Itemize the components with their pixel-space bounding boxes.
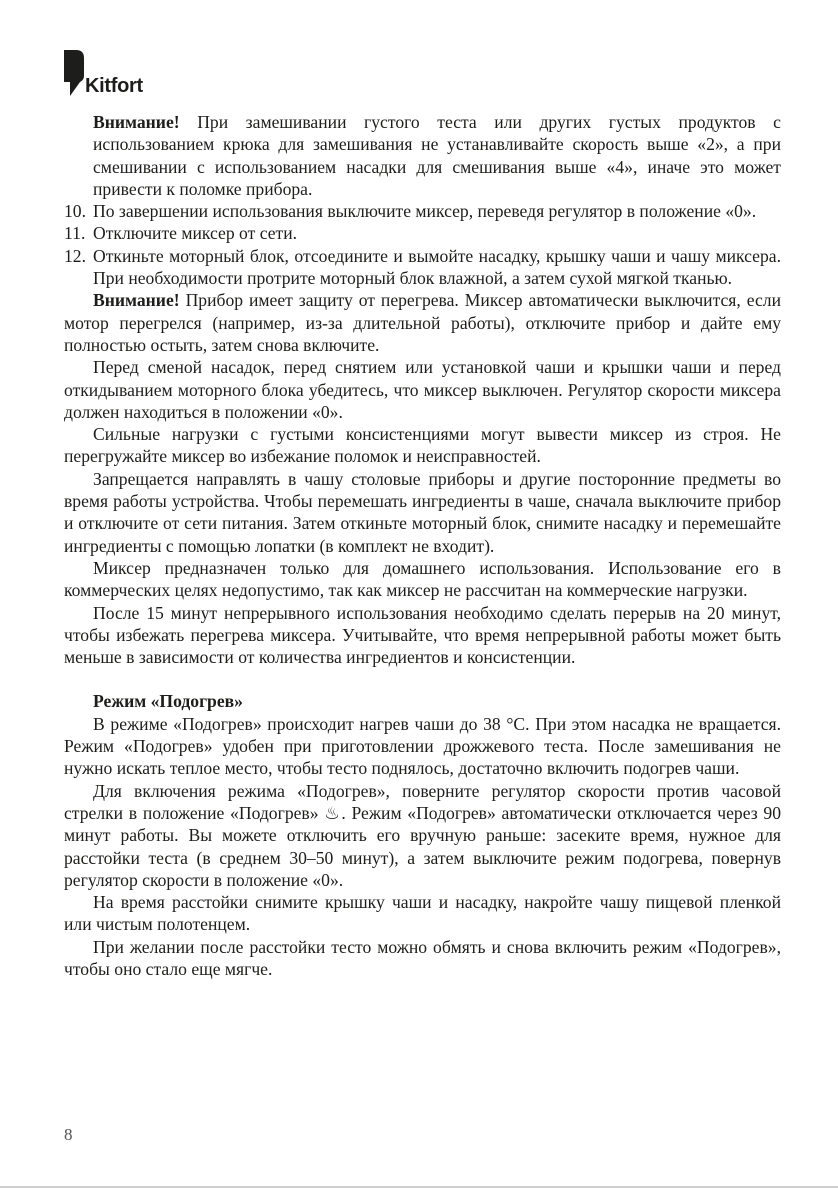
brand-logo [64,50,143,96]
list-text: Откиньте моторный блок, отсоедините и вымойте насадку, крышку чаши и чашу миксера. При необходимости протрите моторный блок влажной, а затем сухой мягкой тканью. [93,245,781,289]
body-paragraph: В режиме «Подогрев» происходит нагрев чаши до 38 °С. При этом насадка не вращается. Режим «Подогрев» удобен при приготовлении дрожжевого теста. После замешивания не нужно искать теплое место, чтобы тесто поднялось, достаточно включить подогрев чаши. [64,713,781,779]
warning-text: При замешивании густого теста или других густых продуктов с использованием крюка для замешивания не устанавливайте скорость выше «2», а при смешивании с использованием насадки для смешивания выше «4», иначе это может привести к поломке прибора. [93,112,781,199]
brand-name: Kitfort [85,75,143,97]
body-paragraph: Запрещается направлять в чашу столовые приборы и другие посторонние предметы во время работы устройства. Чтобы перемешать ингредиенты в чаше, сначала выключите прибор и отключите от сети питания. Затем откиньте моторный блок, снимите насадку и перемешайте ингредиенты с помощью лопатки (в комплект не входит). [64,468,781,556]
page-content [64,111,781,980]
body-paragraph: При желании после расстойки тесто можно обмять и снова включить режим «Подогрев», чтобы оно стало еще мягче. [64,936,781,979]
warning-label: Внимание! [93,112,180,132]
list-item [64,245,781,290]
body-paragraph: Перед сменой насадок, перед снятием или установкой чаши и крышки чаши и перед откидыванием моторного блока убедитесь, что миксер выключен. Регулятор скорости миксера должен находиться в положении «0». [64,357,781,422]
warning-paragraph [64,289,781,356]
body-paragraph: После 15 минут непрерывного использования необходимо сделать перерыв на 20 минут, чтобы избежать перегрева миксера. Учитывайте, что время непрерывной работы может быть меньше в зависимости от количества ингредиентов и консистенции. [64,602,781,668]
kitfort-logo-icon [64,50,84,96]
body-paragraph: Миксер предназначен только для домашнего использования. Использование его в коммерческих целях недопустимо, так как миксер не рассчитан на коммерческие нагрузки. [64,557,781,601]
list-number: 12. [64,245,86,266]
list-text: Отключите миксер от сети. [93,223,298,244]
warning-text: Прибор имеет защиту от перегрева. Миксер автоматически выключится, если мотор перегрелся (например, из-за длительной работы), отключите прибор и дайте ему полностью остыть, затем снова включите. [64,290,781,355]
list-item [64,200,781,222]
warning-paragraph [64,111,781,200]
heat-mode-icon: ♨ [324,802,342,823]
warning-label: Внимание! [93,290,180,311]
list-number: 11. [64,223,86,244]
section-title: Режим «Подогрев» [93,691,243,712]
list-item [64,222,781,244]
section-gap [64,668,781,690]
list-number: 10. [64,201,86,222]
page-number: 8 [64,1125,73,1144]
body-paragraph: На время расстойки снимите крышку чаши и насадку, накройте чашу пищевой пленкой или чистым полотенцем. [64,892,781,935]
body-paragraph: Для включения режима «Подогрев», поверните регулятор скорости против часовой стрелки в положение «Подогрев» ♨. Режим «Подогрев» автоматически отключается через 90 минут работы. Вы можете отключить его вручную раньше: засеките время, нужное для расстойки теста (в среднем 30–50 минут), а затем выключите режим подогрева, повернув регулятор скорости в положение «0». [64,780,781,890]
body-paragraph: Сильные нагрузки с густыми консистенциями могут вывести миксер из строя. Не перегружайте миксер во избежание поломок и неисправностей. [64,424,781,467]
list-text: По завершении использования выключите миксер, переведя регулятор в положение «0». [93,201,757,222]
